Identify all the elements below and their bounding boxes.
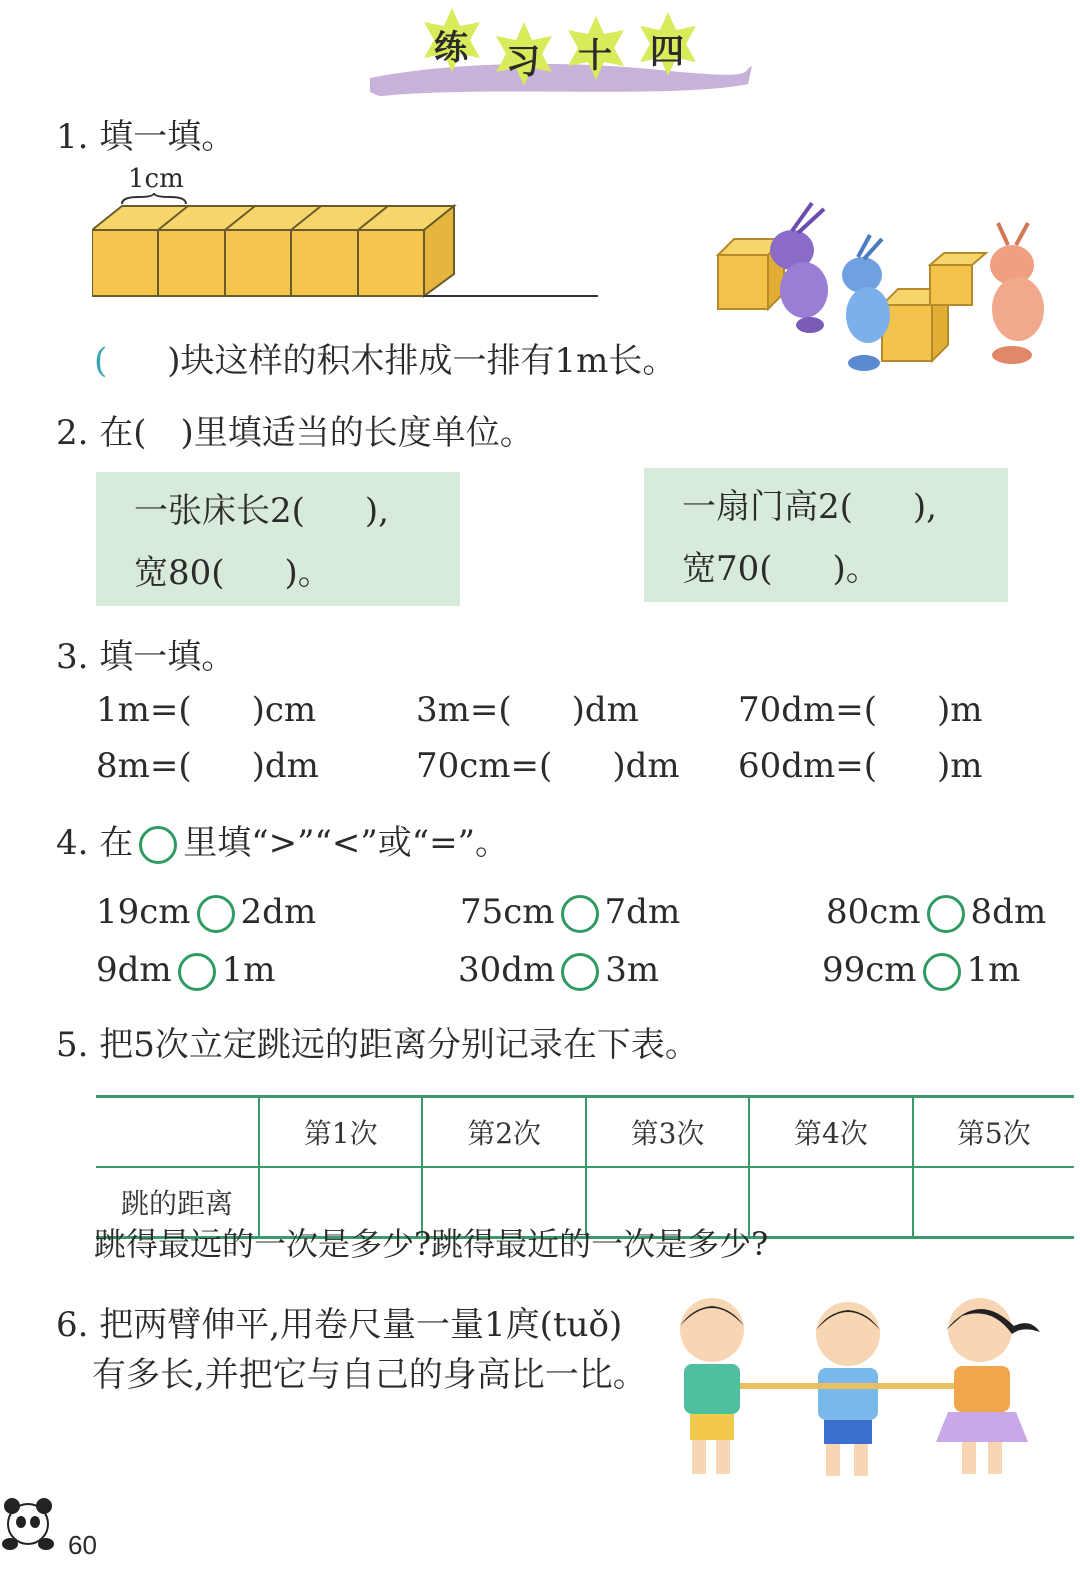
ants-illustration	[712, 195, 1062, 385]
title-char-2: 习	[506, 42, 540, 82]
conv-4: 8m=( )dm	[96, 746, 319, 786]
table-header-row	[96, 1097, 1074, 1168]
compare-2: 75cm 7dm	[460, 892, 681, 932]
q3-heading: 3. 填一填。	[56, 637, 236, 677]
title-char-1: 练	[434, 28, 468, 68]
compare-circle-5[interactable]	[561, 953, 599, 991]
table-header-cell: 第4次	[749, 1097, 912, 1168]
compare-circle-6[interactable]	[923, 953, 961, 991]
table-header-cell: 第3次	[586, 1097, 749, 1168]
conv-2: 3m=( )dm	[416, 690, 639, 730]
q1-answer-line	[94, 341, 677, 381]
compare-4: 9dm 1m	[96, 950, 276, 990]
q6-line2: 有多长,并把它与自己的身高比一比。	[92, 1355, 647, 1395]
bed-length-line: 一张床长2( ),	[134, 491, 389, 531]
blocks-illustration	[92, 190, 602, 302]
unit-label: 1cm	[128, 164, 184, 194]
title-star-3	[562, 14, 630, 82]
q1-answer-text: )块这样的积木排成一排有1m长。	[167, 341, 677, 381]
title-stars	[418, 6, 718, 82]
door-height-line: 一扇门高2( ),	[682, 487, 937, 527]
table-header-cell: 第1次	[259, 1097, 422, 1168]
q2-heading: 2. 在( )里填适当的长度单位。	[56, 413, 534, 453]
q5-heading: 5. 把5次立定跳远的距离分别记录在下表。	[56, 1025, 699, 1065]
door-width-line: 宽70( )。	[682, 549, 880, 589]
conv-5: 70cm=( )dm	[416, 746, 680, 786]
q2-left-box	[96, 472, 460, 606]
distance-cell[interactable]	[749, 1167, 912, 1238]
q5-question: 跳得最远的一次是多少?跳得最近的一次是多少?	[94, 1225, 769, 1263]
table-header-cell: 第5次	[913, 1097, 1074, 1168]
conv-3: 70dm=( )m	[738, 690, 983, 730]
table-header-cell: 第2次	[422, 1097, 585, 1168]
conv-6: 60dm=( )m	[738, 746, 983, 786]
compare-circle-3[interactable]	[927, 895, 965, 933]
compare-circle-1[interactable]	[197, 895, 235, 933]
title-char-4: 四	[650, 32, 684, 72]
record-table	[96, 1095, 1074, 1239]
compare-6: 99cm 1m	[822, 950, 1021, 990]
q1-heading: 1. 填一填。	[56, 117, 236, 157]
compare-1: 19cm 2dm	[96, 892, 317, 932]
title-star-4	[634, 10, 702, 78]
row-label: 跳的距离	[96, 1167, 259, 1238]
circle-icon	[139, 826, 177, 864]
table-corner-cell	[96, 1097, 259, 1168]
conv-1: 1m=( )cm	[96, 690, 317, 730]
q6-line1: 6. 把两臂伸平,用卷尺量一量1庹(tuǒ)	[56, 1305, 623, 1345]
children-measuring-illustration	[662, 1290, 1062, 1490]
bed-width-line: 宽80( )。	[134, 553, 332, 593]
q4-heading: 4. 在 里填“>”“<”或“=”。	[56, 823, 510, 863]
compare-3: 80cm 8dm	[826, 892, 1047, 932]
title-star-2	[490, 20, 558, 88]
compare-circle-4[interactable]	[178, 953, 216, 991]
compare-circle-2[interactable]	[561, 895, 599, 933]
title-char-3: 十	[578, 36, 612, 76]
panda-icon	[0, 1494, 64, 1558]
title-star-1	[418, 6, 486, 74]
compare-5: 30dm 3m	[458, 950, 660, 990]
distance-cell[interactable]	[913, 1167, 1074, 1238]
q2-right-box	[644, 468, 1008, 602]
page-number: 60	[68, 1530, 97, 1560]
paren-open: (	[94, 341, 108, 381]
